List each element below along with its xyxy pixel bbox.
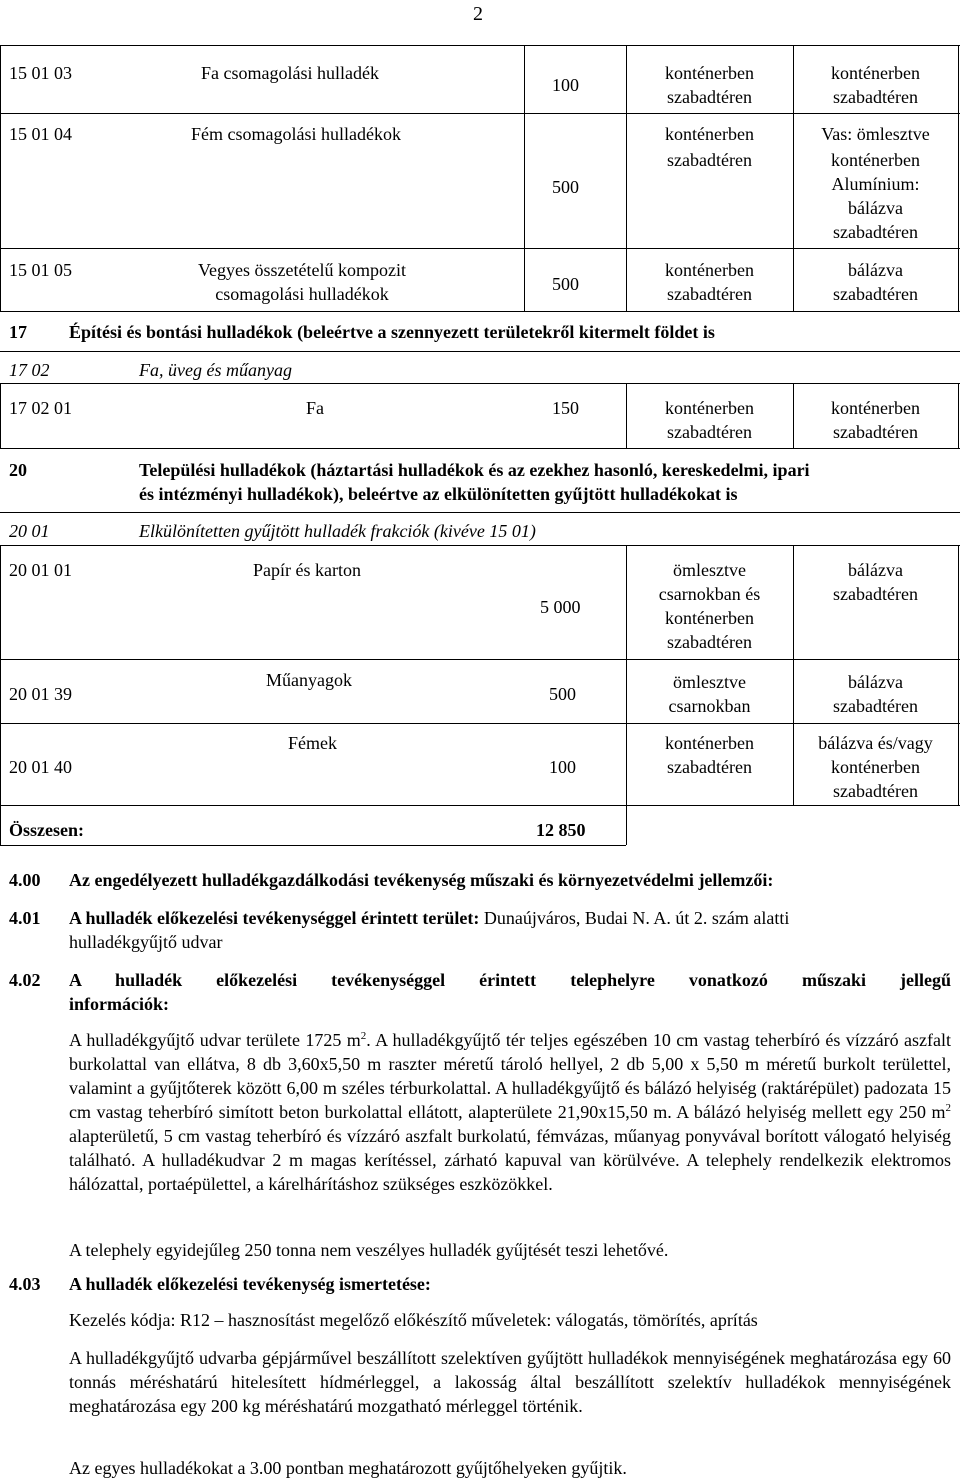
capacity-text: A telephely egyidejűleg 250 tonna nem veszélyes hulladék gyűjtését teszi lehetővé. [69,1240,669,1260]
storage-line: szabadtéren [667,757,752,777]
section-title: A hulladék előkezelési tevékenységgel érintett telephelyre vonatkozó műszaki jellegű [69,970,951,990]
storage-line: konténerben [665,608,754,628]
treatment-line: szabadtéren [833,584,918,604]
storage-line: ömlesztve [673,672,746,692]
quantity: 5 000 [540,597,581,617]
subgroup-code: 20 01 [9,521,50,541]
waste-code: 20 01 40 [9,757,72,777]
site-address-cont: hulladékgyűjtő udvar [69,932,223,952]
treatment-line: bálázva [848,672,903,692]
subgroup-code: 17 02 [9,360,50,380]
subgroup-name: Fa, üveg és műanyag [139,360,292,380]
section-title: A hulladék előkezelési tevékenységgel érintett terület: [69,908,480,928]
treatment-line: konténerben [831,63,920,83]
section-number: 4.01 [9,908,41,928]
collection-text: Az egyes hulladékokat a 3.00 pontban meghatározott gyűjtőhelyeken gyűjtik. [69,1458,627,1478]
treatment-line: szabadtéren [833,222,918,242]
group-code: 20 [9,460,27,480]
waste-name: Fa [306,398,324,418]
treatment-line: bálázva [848,198,903,218]
treatment-line: Vas: ömlesztve [821,124,930,144]
storage-line: szabadtéren [667,87,752,107]
treatment-code-text: Kezelés kódja: R12 – hasznosítást megelőző előkészítő műveletek: válogatás, tömörítés, aprítás [69,1310,758,1330]
waste-code: 15 01 05 [9,260,72,280]
treatment-line: szabadtéren [833,696,918,716]
section-title: A hulladék előkezelési tevékenység ismertetése: [69,1274,431,1294]
waste-name: Vegyes összetételű kompozit [198,260,406,280]
storage-line: konténerben [665,63,754,83]
waste-code: 17 02 01 [9,398,72,418]
section-text [69,906,789,930]
waste-name: Papír és karton [253,560,361,580]
quantity: 500 [549,684,576,704]
waste-code: 15 01 03 [9,63,72,83]
site-address: Dunaújváros, Budai N. A. út 2. szám alatti [479,908,790,928]
treatment-line: szabadtéren [833,87,918,107]
section-number: 4.02 [9,970,41,990]
waste-code: 20 01 01 [9,560,72,580]
waste-name: Fémek [288,733,337,753]
treatment-line: bálázva és/vagy [818,733,933,753]
section-number: 4.00 [9,870,41,890]
quantity: 100 [549,757,576,777]
treatment-line: konténerben [831,398,920,418]
waste-name: Fém csomagolási hulladékok [191,124,401,144]
quantity: 500 [552,274,579,294]
group-code: 17 [9,322,27,342]
quantity: 500 [552,177,579,197]
weighing-text: A hulladékgyűjtő udvarba gépjárművel beszállított szelektíven gyűjtött hulladékok mennyiségének meghatározása egy 60 tonnás méréshatárú hitelesített hídmérleggel, a lakosság által beszállított szelektív hulladékok mennyiségének meghatározása egy 200 kg méréshatárú mozgatható mérleggel történik. [69,1348,951,1416]
waste-name: Fa csomagolási hulladék [201,63,379,83]
storage-line: szabadtéren [667,150,752,170]
storage-line: szabadtéren [667,632,752,652]
storage-line: konténerben [665,260,754,280]
group-name: Építési és bontási hulladékok (beleértve a szennyezett területekről kitermelt földet is [69,322,715,342]
group-name: és intézményi hulladékok), beleértve az elkülönítetten gyűjtött hulladékokat is [139,484,738,504]
storage-line: konténerben [665,124,754,144]
storage-line: konténerben [665,398,754,418]
storage-line: konténerben [665,733,754,753]
quantity: 100 [552,75,579,95]
storage-line: csarnokban és [658,584,761,604]
subgroup-name: Elkülönítetten gyűjtött hulladék frakciók (kivéve 15 01) [139,521,536,541]
site-description: A hulladékgyűjtő udvar területe 1725 $m^2$. A hulladékgyűjtő tér teljes egészében 10 cm vastag teherbíró és vízzáró aszfalt burkolattal van ellátva, 8 db 3,60x5,50 m raszter méretű tároló hellyel, 2 db 5,00 x 5,50 m méretű burkolt területtel, valamint a gyűjtőterek között 6,00 m széles térburkolattal. A hulladékgyűjtő és bálázó helyiség (raktárépület) padozata 15 cm vastag teherbíró simított beton burkolattal ellátott, alapterülete 21,90x15,50 m. A bálázó helyiség mellett egy 250 $m^2$ alapterületű, 5 cm vastag teherbíró és vízzáró aszfalt burkolatú, fémvázas, műanyag ponyvával borított válogató helyiség található. A hulladékudvar 2 m magas kerítéssel, zárható kapuval van körülvéve. A telephely rendelkezik elektromos hálózattal, portaépülettel, a kárelhárításhoz szükséges eszközökkel. [69,1030,951,1194]
section-title: Az engedélyezett hulladékgazdálkodási tevékenység műszaki és környezetvédelmi jellemzői: [69,870,774,890]
storage-line: szabadtéren [667,422,752,442]
treatment-line: konténerben [831,150,920,170]
section-title-cont: információk: [69,994,169,1014]
storage-line: csarnokban [668,696,751,716]
quantity: 150 [552,398,579,418]
treatment-line: bálázva [848,560,903,580]
treatment-line: szabadtéren [833,284,918,304]
storage-line: ömlesztve [673,560,746,580]
treatment-line: bálázva [848,260,903,280]
group-name: Települési hulladékok (háztartási hulladékok és az ezekhez hasonló, kereskedelmi, ipari [139,460,810,480]
total-label: Összesen: [9,820,84,840]
section-number: 4.03 [9,1274,41,1294]
waste-code: 15 01 04 [9,124,72,144]
total-value: 12 850 [536,820,586,840]
page-number: 2 [473,3,483,25]
waste-name: Műanyagok [266,670,352,690]
treatment-line: Alumínium: [831,174,920,194]
waste-name: csomagolási hulladékok [215,284,389,304]
treatment-line: szabadtéren [833,422,918,442]
treatment-line: szabadtéren [833,781,918,801]
treatment-line: konténerben [831,757,920,777]
waste-code: 20 01 39 [9,684,72,704]
storage-line: szabadtéren [667,284,752,304]
